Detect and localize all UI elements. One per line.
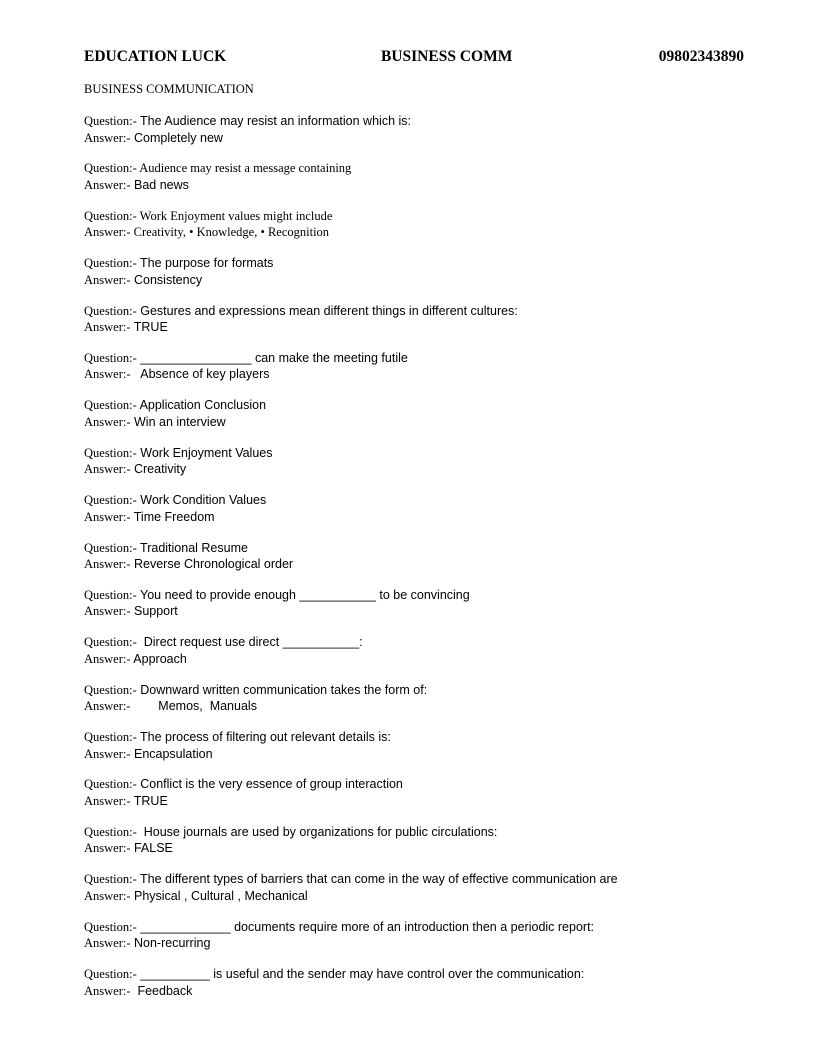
question-row — [84, 919, 784, 936]
question-label: Question:- — [84, 114, 137, 128]
answer-text: Physical , Cultural , Mechanical — [130, 888, 308, 903]
question-label: Question:- — [84, 730, 137, 745]
answer-label: Answer:- — [84, 462, 131, 477]
answer-text: Encapsulation — [130, 746, 213, 761]
question-row — [84, 587, 784, 604]
answer-text: Absence of key players — [130, 367, 270, 382]
qa-item — [84, 729, 784, 776]
answer-label: Answer:- — [84, 130, 131, 145]
question-text: Conflict is the very essence of group interaction — [136, 777, 403, 792]
page-header — [84, 48, 744, 68]
question-label: Question:- — [84, 824, 137, 839]
question-label: Question:- — [84, 493, 137, 508]
qa-item — [84, 303, 784, 350]
question-row — [84, 492, 784, 509]
question-label: Question:- — [84, 682, 137, 697]
question-label: Question:- — [84, 161, 137, 176]
answer-row — [84, 556, 784, 573]
question-label: Question:- — [84, 303, 137, 318]
answer-label: Answer:- — [84, 841, 131, 856]
answer-label: Answer:- — [84, 604, 131, 619]
answer-text: Completely new — [130, 130, 223, 145]
answer-row — [84, 840, 784, 857]
qa-item — [84, 397, 784, 444]
answer-text: Reverse Chronological order — [130, 557, 294, 572]
answer-label: Answer:- — [84, 651, 131, 666]
question-row — [84, 303, 784, 320]
question-text: Downward written communication takes the form of: — [136, 682, 428, 697]
answer-row — [84, 366, 784, 383]
question-text: Work Enjoyment Values — [136, 445, 273, 460]
question-text: __________ is useful and the sender may have control over the communication: — [136, 967, 585, 982]
question-row — [84, 824, 784, 841]
question-text: Work Enjoyment values might include — [136, 208, 333, 223]
answer-text: Creativity — [130, 462, 187, 477]
answer-label: Answer:- — [84, 320, 131, 335]
answer-text: Memos, Manuals — [130, 699, 257, 714]
answer-label: Answer:- — [84, 936, 131, 951]
answer-row — [84, 272, 784, 289]
question-text: Direct request use direct ___________: — [136, 635, 363, 650]
header-brand: EDUCATION LUCK — [84, 48, 227, 65]
qa-item — [84, 540, 784, 587]
qa-item — [84, 871, 784, 918]
question-row — [84, 729, 784, 746]
header-phone: 09802343890 — [658, 48, 744, 65]
question-label: Question:- — [84, 350, 137, 365]
header-subject: BUSINESS COMM — [381, 48, 513, 65]
answer-label: Answer:- — [84, 272, 131, 287]
answer-text: Consistency — [130, 272, 203, 287]
question-text: ________________ can make the meeting futile — [136, 350, 408, 365]
answer-row — [84, 177, 784, 194]
qa-item — [84, 492, 784, 539]
qa-item — [84, 255, 784, 302]
question-label: Question:- — [84, 872, 137, 887]
answer-label: Answer:- — [84, 699, 131, 714]
question-text: Gestures and expressions mean different things in different cultures: — [136, 303, 518, 318]
answer-text: Support — [130, 604, 178, 619]
qa-item — [84, 160, 784, 207]
question-row — [84, 540, 784, 557]
question-label: Question:- — [84, 635, 137, 650]
question-text: The different types of barriers that can come in the way of effective communication are — [136, 872, 618, 887]
answer-row — [84, 888, 784, 905]
answer-row — [84, 414, 784, 431]
question-row — [84, 255, 784, 272]
question-label: Question:- — [84, 256, 137, 271]
answer-label: Answer:- — [84, 177, 131, 192]
answer-text: FALSE — [130, 841, 173, 856]
answer-text: Approach — [130, 651, 187, 666]
answer-text: TRUE — [130, 793, 168, 808]
qa-item — [84, 208, 784, 255]
qa-item — [84, 445, 784, 492]
question-label: Question:- — [84, 208, 137, 223]
document-title: BUSINESS COMMUNICATION — [84, 82, 254, 96]
answer-row — [84, 983, 784, 1000]
answer-label: Answer:- — [84, 225, 131, 240]
qa-item — [84, 776, 784, 823]
answer-label: Answer:- — [84, 557, 131, 572]
question-label: Question:- — [84, 587, 137, 602]
question-row — [84, 871, 784, 888]
answer-text: Win an interview — [130, 414, 226, 429]
answer-row — [84, 651, 784, 668]
answer-row — [84, 603, 784, 620]
answer-label: Answer:- — [84, 888, 131, 903]
answer-label: Answer:- — [84, 793, 131, 808]
qa-item — [84, 634, 784, 681]
question-row — [84, 966, 784, 983]
answer-text: Feedback — [130, 983, 193, 998]
answer-row — [84, 130, 784, 147]
answer-row — [84, 935, 784, 952]
answer-label: Answer:- — [84, 746, 131, 761]
qa-item — [84, 919, 784, 966]
qa-item — [84, 966, 784, 1013]
question-label: Question:- — [84, 540, 137, 555]
question-text: You need to provide enough ___________ to be convincing — [136, 587, 470, 602]
question-text: The purpose for formats — [136, 256, 274, 271]
question-text: The Audience may resist an information which is: — [136, 114, 411, 128]
answer-label: Answer:- — [84, 983, 131, 998]
question-row — [84, 208, 784, 225]
answer-row — [84, 461, 784, 478]
question-label: Question:- — [84, 967, 137, 982]
question-row — [84, 350, 784, 367]
answer-text: Bad news — [130, 177, 189, 192]
question-label: Question:- — [84, 398, 137, 413]
question-text: The process of filtering out relevant details is: — [136, 730, 391, 745]
question-label: Question:- — [84, 445, 137, 460]
qa-item — [84, 350, 784, 397]
question-text: Application Conclusion — [136, 398, 267, 413]
question-text: Work Condition Values — [136, 493, 267, 508]
answer-text: Non-recurring — [130, 936, 211, 951]
answer-text: TRUE — [130, 320, 168, 335]
qa-item — [84, 587, 784, 634]
answer-label: Answer:- — [84, 367, 131, 382]
question-row — [84, 160, 784, 177]
qa-list — [84, 113, 784, 1013]
answer-row — [84, 319, 784, 336]
qa-item — [84, 824, 784, 871]
qa-item — [84, 113, 784, 160]
question-row — [84, 682, 784, 699]
answer-row — [84, 224, 784, 241]
question-label: Question:- — [84, 777, 137, 792]
question-text: Audience may resist a message containing — [136, 161, 352, 176]
question-row — [84, 776, 784, 793]
answer-row — [84, 793, 784, 810]
answer-text: Time Freedom — [130, 509, 215, 524]
answer-text: Creativity, • Knowledge, • Recognition — [130, 225, 330, 240]
question-text: House journals are used by organizations for public circulations: — [136, 824, 498, 839]
answer-label: Answer:- — [84, 509, 131, 524]
question-text: Traditional Resume — [136, 540, 248, 555]
answer-row — [84, 509, 784, 526]
question-row — [84, 445, 784, 462]
question-row — [84, 397, 784, 414]
qa-item — [84, 682, 784, 729]
question-label: Question:- — [84, 919, 137, 934]
answer-row — [84, 746, 784, 763]
question-row — [84, 634, 784, 651]
answer-row — [84, 698, 784, 715]
question-row — [84, 113, 784, 130]
question-text: _____________ documents require more of an introduction then a periodic report: — [136, 919, 595, 934]
answer-label: Answer:- — [84, 414, 131, 429]
